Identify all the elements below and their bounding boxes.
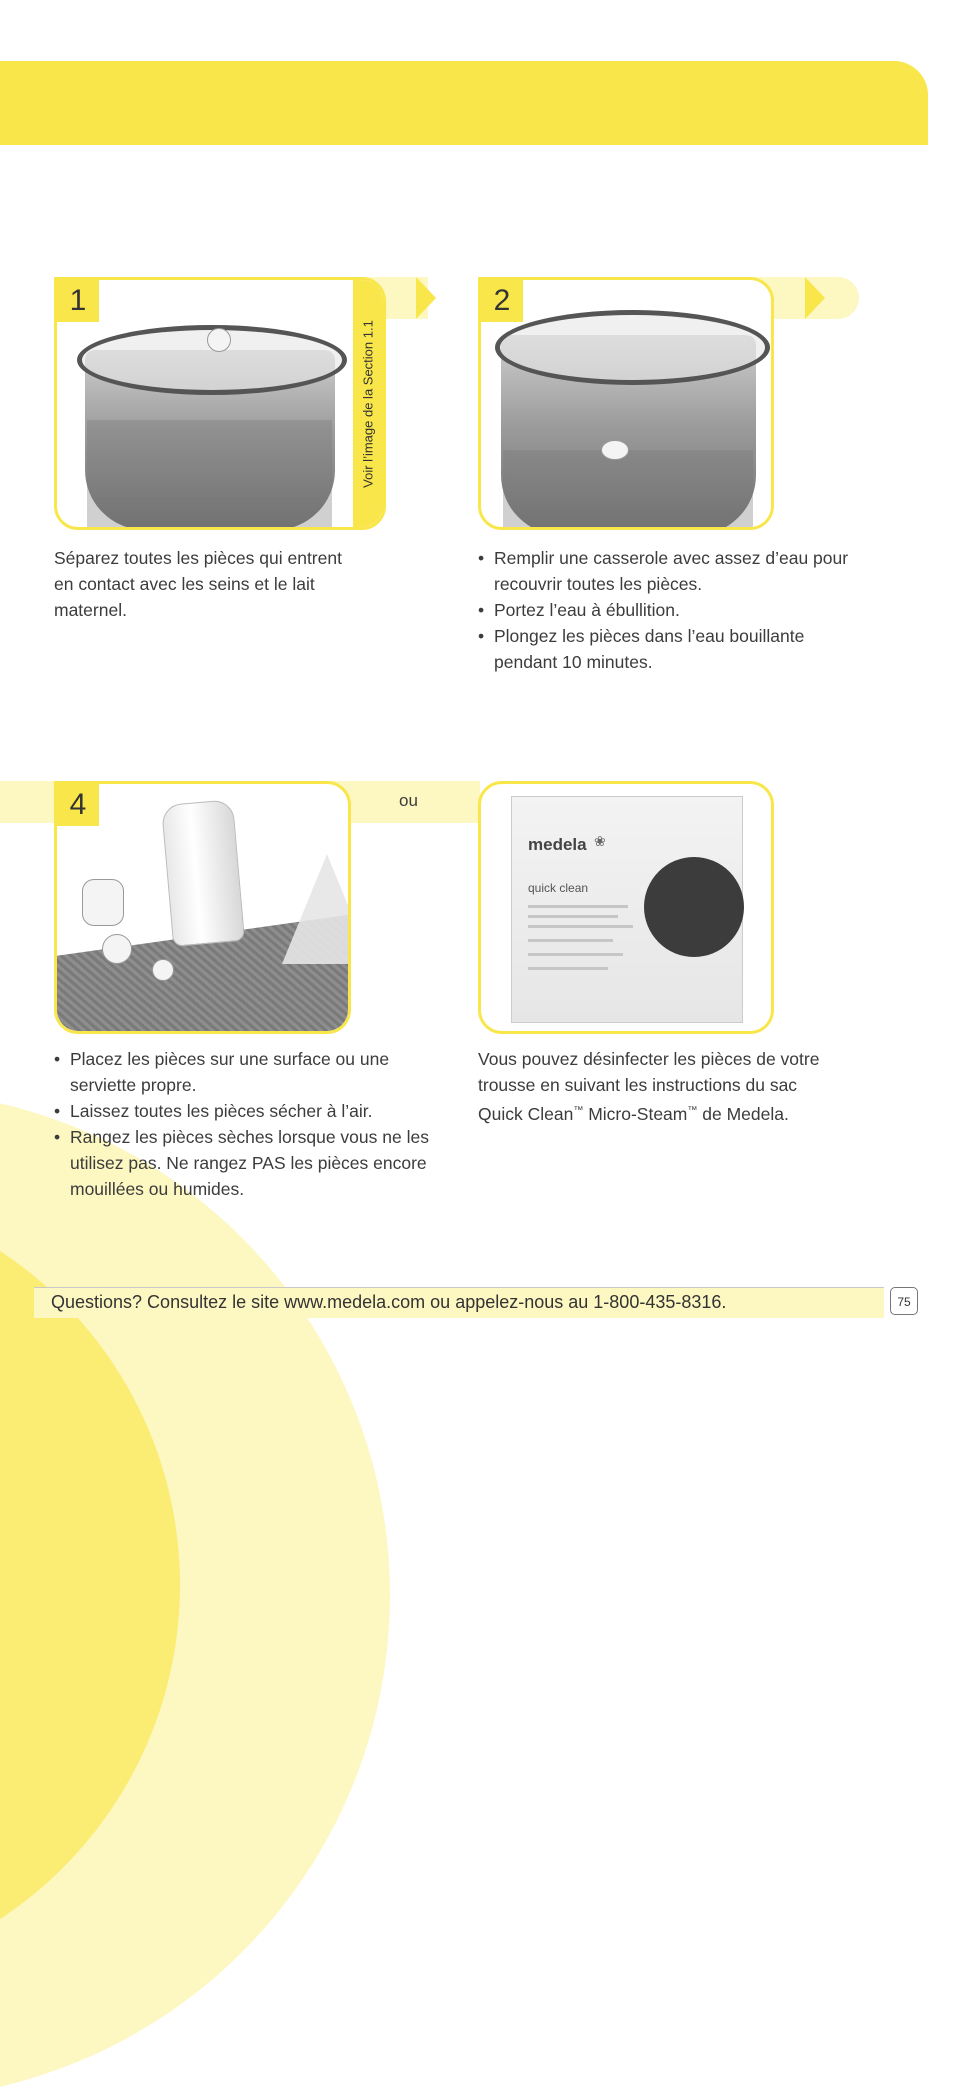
list-item: • Portez l’eau à ébullition. (478, 597, 858, 623)
quick-clean-bag-photo-frame (478, 781, 774, 1034)
list-item: • Placez les pièces sur une surface ou une serviette propre. (54, 1046, 434, 1098)
step2-instructions (478, 545, 858, 675)
pot-with-hand-photo (57, 280, 357, 530)
or-label: ou (399, 791, 418, 810)
footer-band (34, 1287, 884, 1318)
header-band (0, 61, 928, 145)
step1-text: Séparez toutes les pièces qui entrent en contact avec les seins et le lait maternel. (54, 548, 342, 620)
list-item: • Plongez les pièces dans l’eau bouillante pendant 10 minutes. (478, 623, 858, 675)
quick-clean-text-part2: Micro-Steam (583, 1103, 688, 1124)
section-reference-label: Voir l’image de la Section 1.1 (360, 319, 376, 488)
bag-brand-logo: medela (528, 835, 587, 854)
trademark-mark: ™ (573, 1105, 584, 1116)
bag-window (644, 857, 744, 957)
step1-number: 1 (57, 280, 99, 322)
quick-clean-text-part3: de Medela. (697, 1103, 789, 1124)
bag-product-name: quick clean (528, 881, 589, 895)
quick-clean-text-part1: Vous pouvez désinfecter les pièces de votre trousse en suivant les instructions du sac Quick Clean (478, 1049, 820, 1124)
step1-photo-frame (54, 277, 386, 530)
arrow-right-icon (416, 277, 436, 319)
list-item: • Rangez les pièces sèches lorsque vous ne les utilisez pas. Ne rangez PAS les pièces encore mouillées ou humides. (54, 1124, 434, 1202)
step2-photo-frame (478, 277, 774, 530)
step4-instructions (54, 1046, 434, 1202)
step4-number: 4 (57, 784, 99, 826)
boiling-pot-photo (481, 280, 774, 530)
quick-clean-bag-photo (511, 796, 743, 1023)
quick-clean-text (478, 1046, 838, 1127)
arrow-right-icon (805, 277, 825, 319)
list-item: • Remplir une casserole avec assez d’eau pour recouvrir toutes les pièces. (478, 545, 858, 597)
section-reference-band (353, 280, 383, 527)
step2-number: 2 (481, 280, 523, 322)
drying-parts-photo (57, 784, 351, 1034)
footer-contact-text: Questions? Consultez le site www.medela.com ou appelez-nous au 1-800-435-8316. (51, 1292, 727, 1312)
page-number: 75 (890, 1287, 918, 1315)
list-item: • Laissez toutes les pièces sécher à l’air. (54, 1098, 434, 1124)
flower-logo-icon: ❀ (594, 833, 606, 849)
trademark-mark: ™ (687, 1105, 698, 1116)
step4-photo-frame (54, 781, 351, 1034)
